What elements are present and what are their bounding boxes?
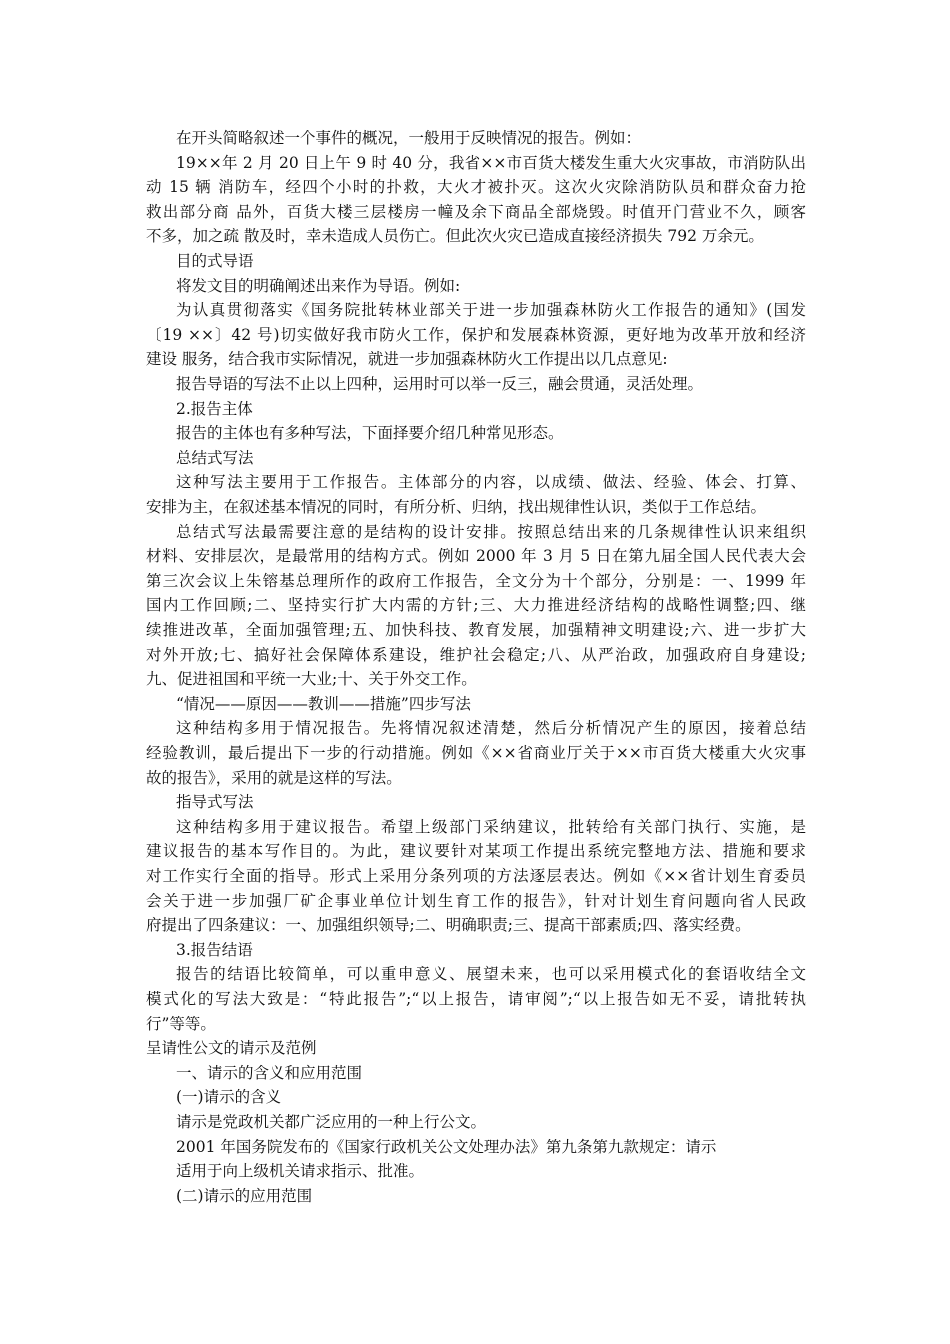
paragraph-line: 救出部分商 品外，百货大楼三层楼房一幢及余下商品全部烧毁。时值开门营业不久，顾客 [146,202,806,221]
section-heading: 指导式写法 [176,793,254,812]
paragraph-line: 这种结构多用于情况报告。先将情况叙述清楚，然后分析情况产生的原因，接着总结 [176,719,806,738]
paragraph-line: 报告的结语比较简单，可以重申意义、展望未来，也可以采用模式化的套语收结全文 [176,965,806,984]
paragraph-line: 请示是党政机关都广泛应用的一种上行公文。 [176,1113,487,1131]
paragraph-line: 第三次会议上朱镕基总理所作的政府工作报告，全文分为十个部分，分别是：一、1999 年 [146,571,806,590]
paragraph-line: 在开头简略叙述一个事件的概况，一般用于反映情况的报告。例如： [176,129,642,147]
paragraph-line: 续推进改革，全面加强管理;五、加快科技、教育发展，加强精神文明建设;六、进一步扩大 [146,621,806,639]
paragraph-line: 国内工作回顾;二、坚持实行扩大内需的方针;三、大力推进经济结构的战略性调整;四、继 [146,596,806,615]
paragraph-line: 不多，加之疏 散及时，幸未造成人员伤亡。但此次火灾已造成直接经济损失 792 万余元。 [146,227,764,246]
paragraph-line: 总结式写法最需要注意的是结构的设计安排。按照总结出来的几条规律性认识来组织 [176,522,806,541]
section-heading: (一)请示的含义 [176,1088,282,1107]
paragraph-line: 动 15 辆 消防车，经四个小时的扑救，大火才被扑灭。这次火灾除消防队员和群众奋力抢 [146,178,806,197]
paragraph-line: 为认真贯彻落实《国务院批转林业部关于进一步加强森林防火工作报告的通知》(国发 [176,301,806,320]
paragraph-line: 〔19 ××〕42 号)切实做好我市防火工作，保护和发展森林资源，更好地为改革开放和经济 [146,325,806,344]
paragraph-line: 2001 年国务院发布的《国家行政机关公文处理办法》第九条第九款规定：请示 [176,1137,717,1156]
paragraph-line: 故的报告》，采用的就是这样的写法。 [146,768,402,787]
paragraph-line: 安排为主，在叙述基本情况的同时，有所分析、归纳，找出规律性认识，类似于工作总结。 [146,498,767,516]
paragraph-line: 这种结构多用于建议报告。希望上级部门采纳建议，批转给有关部门执行、实施，是 [176,817,806,836]
paragraph-line: 对工作实行全面的指导。形式上采用分条列项的方法逐层表达。例如《××省计划生育委员 [146,867,806,885]
section-heading: (二)请示的应用范围 [176,1186,313,1205]
section-heading: 2.报告主体 [176,399,253,418]
paragraph-line: 适用于向上级机关请求指示、批准。 [176,1162,425,1181]
paragraph-line: 将发文目的明确阐述出来作为导语。例如: [176,276,461,295]
section-heading: 一、请示的含义和应用范围 [176,1063,363,1082]
paragraph-line: 报告的主体也有多种写法，下面择要介绍几种常见形态。 [176,424,564,443]
paragraph-line: 建议报告的基本写作目的。为此，建议要针对某项工作提出系统完整地方法、措施和要求 [146,842,806,861]
paragraph-line: 这种写法主要用于工作报告。主体部分的内容，以成绩、做法、经验、体会、打算、 [176,473,806,492]
paragraph-line: 会关于进一步加强厂矿企事业单位计划生育工作的报告》，针对计划生育问题向省人民政 [146,891,806,910]
section-heading: 呈请性公文的请示及范例 [146,1039,317,1058]
paragraph-line: 经验教训，最后提出下一步的行动措施。例如《××省商业厅关于××市百货大楼重大火灾事 [146,744,806,762]
section-heading: 目的式导语 [176,252,254,270]
paragraph-line: 府提出了四条建议：一、加强组织领导;二、明确职责;三、提高干部素质;四、落实经费。 [146,916,751,935]
section-heading: “情况——原因——教训——措施”四步写法 [176,694,471,713]
paragraph-line: 材料、安排层次，是最常用的结构方式。例如 2000 年 3 月 5 日在第九届全国人民代表大会 [146,547,806,566]
paragraph-line: 九、促进祖国和平统一大业;十、关于外交工作。 [146,670,477,689]
paragraph-line: 行”等等。 [146,1014,216,1033]
paragraph-line: 建设 服务，结合我市实际情况，就进一步加强森林防火工作提出以几点意见: [146,350,668,369]
paragraph-line: 19××年 2 月 20 日上午 9 时 40 分，我省××市百货大楼发生重大火灾事故，市消防队出 [176,153,806,172]
paragraph-line: 报告导语的写法不止以上四种，运用时可以举一反三，融会贯通，灵活处理。 [176,375,704,393]
section-heading: 3.报告结语 [176,940,253,959]
section-heading: 总结式写法 [176,448,254,467]
paragraph-line: 对外开放;七、搞好社会保障体系建设，维护社会稳定;八、从严治政，加强政府自身建设; [146,645,806,664]
paragraph-line: 模式化的写法大致是：“特此报告”;“以上报告，请审阅”;“以上报告如无不妥，请批转执 [146,990,806,1008]
